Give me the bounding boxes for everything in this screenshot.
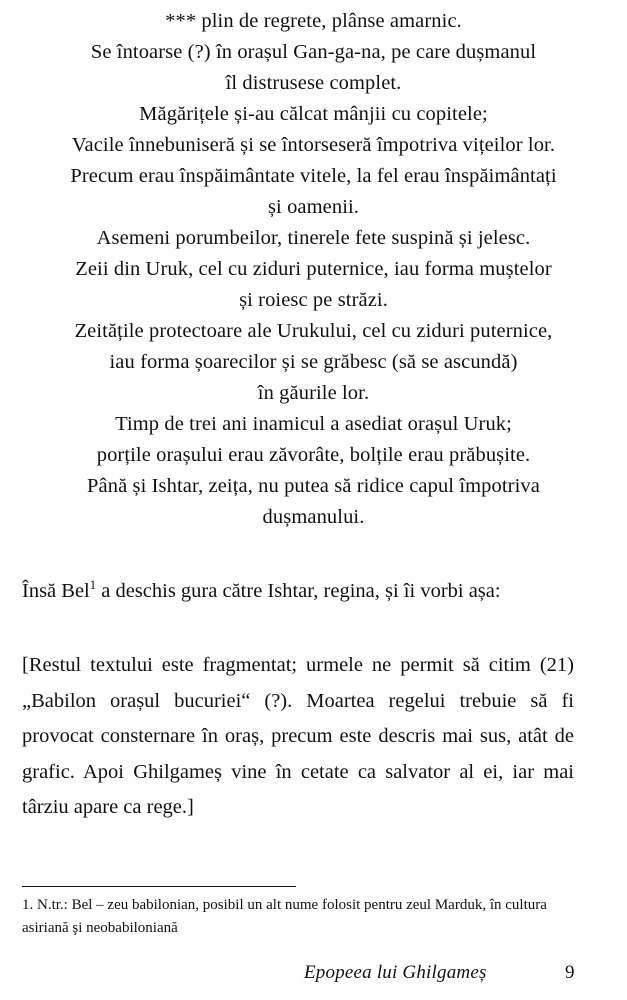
editorial-note-paragraph: [Restul textului este fragmentat; urmele ne permit să citim (21) „Babilon orașul bucuriei“ (?). Moartea regelui trebuie să fi provocat consternare în oraș, precum este descris mai sus, atât de grafic. Apoi Ghilgameș vine în cetate ca salvator al ei, iar mai târziu apare ca rege.] — [22, 654, 574, 818]
verse-line: porțile orașului erau zăvorâte, bolțile erau prăbușite. — [96, 444, 531, 466]
verse-line: Timp de trei ani inamicul a asediat orașul Uruk; — [115, 413, 512, 435]
verse-line: și oamenii. — [267, 196, 360, 218]
verse-line: dușmanului. — [262, 506, 365, 528]
verse-line: Asemeni porumbeilor, tinerele fete suspină și jelesc. — [96, 227, 531, 249]
verse-line: în găurile lor. — [257, 382, 370, 404]
footnote-separator-rule — [22, 886, 296, 887]
footnote-entry: 1. N.tr.: Bel – zeu babilonian, posibil un alt nume folosit pentru zeul Marduk, în cultura asiriană şi neobabiloniană — [22, 897, 547, 936]
verse-line: *** plin de regrete, plânse amarnic. — [165, 10, 462, 32]
prose-text-before-footnote-ref: Însă Bel — [22, 580, 90, 602]
footer-book-title: Epopeea lui Ghilgameș — [304, 962, 487, 983]
verse-line: Precum erau înspăimântate vitele, la fel erau înspăimântați — [70, 165, 557, 187]
verse-line: Vacile înnebuniseră și se întorseseră împotriva vițeilor lor. — [71, 134, 556, 156]
footnote-area — [22, 886, 582, 940]
verse-line: iau forma șoarecilor și se grăbesc (să se ascundă) — [109, 351, 518, 373]
verse-line: Zeii din Uruk, cel cu ziduri puternice, iau forma muștelor — [75, 258, 552, 280]
running-footer — [22, 962, 605, 992]
verse-line: Se întoarse (?) în orașul Gan-ga-na, pe care dușmanul — [90, 41, 537, 63]
verse-line: Zeitățile protectoare ale Urukului, cel cu ziduri puternice, — [74, 320, 553, 342]
footer-page-number: 9 — [565, 962, 575, 983]
verse-line: și roiesc pe străzi. — [239, 289, 388, 311]
verse-block — [22, 6, 605, 533]
prose-text-after-footnote-ref: a deschis gura către Ishtar, regina, și îi vorbi așa: — [96, 580, 501, 602]
verse-line: Măgărițele și-au călcat mânjii cu copitele; — [139, 103, 488, 125]
footnote-reference-marker[interactable]: 1 — [89, 578, 97, 593]
prose-intro-line — [22, 576, 605, 607]
verse-line: Până și Ishtar, zeița, nu putea să ridice capul împotriva — [87, 475, 540, 497]
verse-line: îl distrusese complet. — [225, 72, 402, 94]
